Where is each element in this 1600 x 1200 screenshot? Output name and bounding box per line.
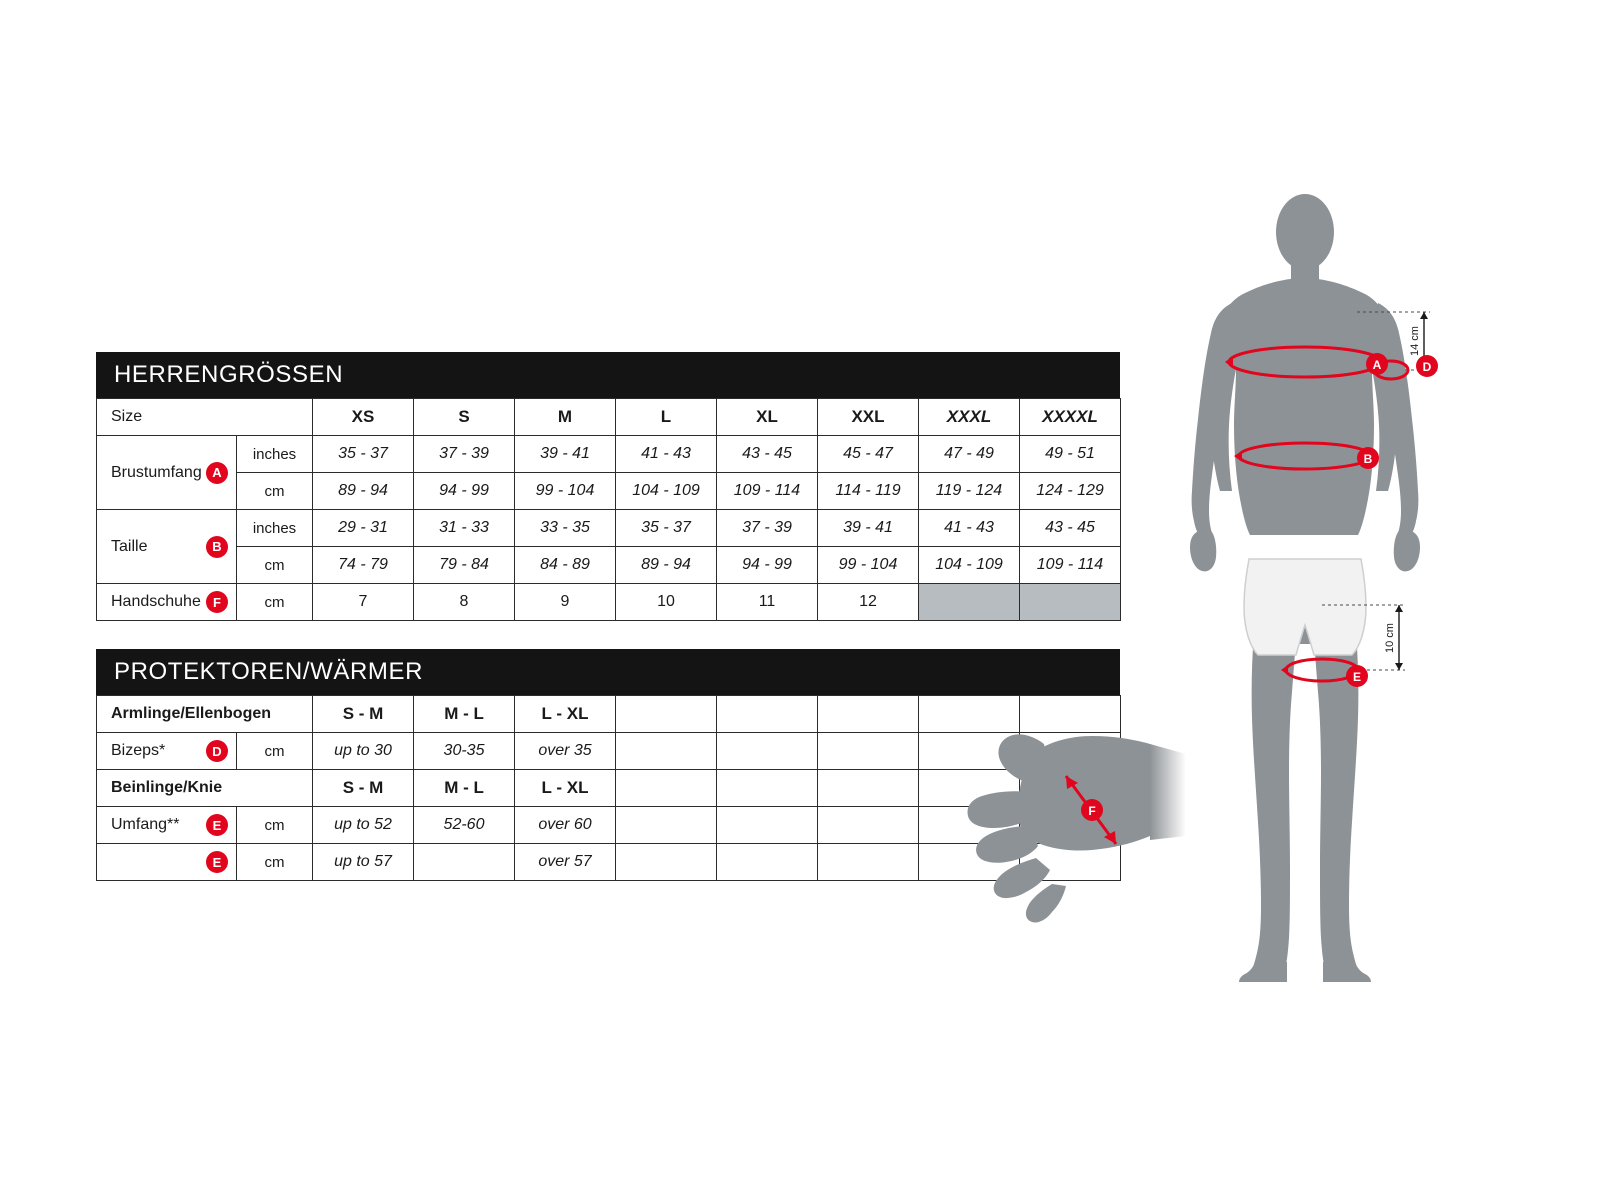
row-unit-inches: inches <box>237 436 313 473</box>
cell-biceps-empty-3 <box>818 733 919 770</box>
cell-arm-empty-2 <box>717 696 818 733</box>
row-unit-cm: cm <box>237 844 313 881</box>
col-header-size: Size <box>97 399 313 436</box>
figure-head <box>1276 194 1334 270</box>
row-unit-cm: cm <box>237 807 313 844</box>
cell-waist-in-m: 33 - 35 <box>515 510 616 547</box>
cell-waist-in-xs: 29 - 31 <box>313 510 414 547</box>
figure-left-hand <box>1190 531 1216 571</box>
protectors-title: PROTEKTOREN/WÄRMER <box>96 649 1120 695</box>
marker-a-badge: A <box>206 462 228 484</box>
col-header-l: L <box>616 399 717 436</box>
cell-chest-cm-xl: 109 - 114 <box>717 473 818 510</box>
row-unit-inches: inches <box>237 510 313 547</box>
cell-circ2-ml <box>414 844 515 881</box>
figure-right-foot <box>1323 962 1371 982</box>
cell-biceps-empty-2 <box>717 733 818 770</box>
cell-chest-in-xl: 43 - 45 <box>717 436 818 473</box>
col-header-xxxxl: XXXXL <box>1020 399 1121 436</box>
cell-waist-cm-xxl: 99 - 104 <box>818 547 919 584</box>
cell-waist-in-xl: 37 - 39 <box>717 510 818 547</box>
cell-arm-empty-1 <box>616 696 717 733</box>
cell-waist-cm-xl: 94 - 99 <box>717 547 818 584</box>
cell-waist-cm-l: 89 - 94 <box>616 547 717 584</box>
cell-chest-cm-l: 104 - 109 <box>616 473 717 510</box>
cell-waist-in-xxxxl: 43 - 45 <box>1020 510 1121 547</box>
row-label-circumference-text: Umfang** <box>111 816 180 833</box>
hand-thumb <box>998 734 1052 785</box>
figure-marker-d <box>1416 355 1438 377</box>
svg-text:F: F <box>1088 804 1096 818</box>
marker-e-badge: E <box>206 814 228 836</box>
cell-chest-in-l: 41 - 43 <box>616 436 717 473</box>
cell-chest-cm-s: 94 - 99 <box>414 473 515 510</box>
cell-circ2-lxl: over 57 <box>515 844 616 881</box>
cell-circ2-empty-3 <box>818 844 919 881</box>
cell-circ2-empty-2 <box>717 844 818 881</box>
cell-biceps-lxl: over 35 <box>515 733 616 770</box>
col-header-xl: XL <box>717 399 818 436</box>
cell-leg-ml: M - L <box>414 770 515 807</box>
cell-arm-ml: M - L <box>414 696 515 733</box>
cell-waist-cm-xxxxl: 109 - 114 <box>1020 547 1121 584</box>
row-label-gloves-text: Handschuhe <box>111 593 201 610</box>
figure-marker-e <box>1346 665 1368 687</box>
cell-circ-empty-1 <box>616 807 717 844</box>
row-label-biceps-text: Bizeps* <box>111 742 166 759</box>
marker-e-badge-2: E <box>206 851 228 873</box>
row-label-chest <box>97 436 237 510</box>
col-header-m: M <box>515 399 616 436</box>
figure-marker-a <box>1366 353 1388 375</box>
cell-chest-in-s: 37 - 39 <box>414 436 515 473</box>
col-header-xxxl: XXXL <box>919 399 1020 436</box>
cell-chest-in-xs: 35 - 37 <box>313 436 414 473</box>
thigh-dim-label: 10 cm <box>1384 623 1396 653</box>
cell-circ-sm: up to 52 <box>313 807 414 844</box>
hand-glove-figure <box>940 690 1240 950</box>
row-unit-cm: cm <box>237 584 313 621</box>
cell-waist-in-s: 31 - 33 <box>414 510 515 547</box>
cell-waist-cm-xs: 74 - 79 <box>313 547 414 584</box>
marker-d-badge: D <box>206 740 228 762</box>
cell-leg-lxl: L - XL <box>515 770 616 807</box>
mens-sizes-title: HERRENGRÖSSEN <box>96 352 1120 398</box>
cell-leg-sm: S - M <box>313 770 414 807</box>
measurement-figures <box>950 170 1570 1020</box>
cell-arm-sm: S - M <box>313 696 414 733</box>
row-label-waist <box>97 510 237 584</box>
cell-waist-cm-xxxl: 104 - 109 <box>919 547 1020 584</box>
svg-text:A: A <box>1372 358 1382 372</box>
cell-circ-empty-3 <box>818 807 919 844</box>
figure-marker-f <box>1081 799 1103 821</box>
cell-chest-in-m: 39 - 41 <box>515 436 616 473</box>
row-label-chest-text: Brustumfang <box>111 463 202 481</box>
row-unit-cm: cm <box>237 473 313 510</box>
hand-pinky-finger <box>1026 884 1066 923</box>
cell-arm-lxl: L - XL <box>515 696 616 733</box>
col-header-xs: XS <box>313 399 414 436</box>
marker-b-badge: B <box>206 536 228 558</box>
cell-chest-in-xxl: 45 - 47 <box>818 436 919 473</box>
row-unit-cm: cm <box>237 733 313 770</box>
figure-torso <box>1211 278 1396 535</box>
row-label-circumference <box>97 807 237 844</box>
cell-circ2-sm: up to 57 <box>313 844 414 881</box>
cell-chest-cm-xxl: 114 - 119 <box>818 473 919 510</box>
cell-circ-ml: 52-60 <box>414 807 515 844</box>
hand-cuff <box>1150 744 1186 840</box>
cell-chest-cm-m: 99 - 104 <box>515 473 616 510</box>
cell-leg-empty-1 <box>616 770 717 807</box>
cell-chest-in-xxxl: 47 - 49 <box>919 436 1020 473</box>
cell-waist-cm-s: 79 - 84 <box>414 547 515 584</box>
col-header-xxl: XXL <box>818 399 919 436</box>
cell-glove-xxl: 12 <box>818 584 919 621</box>
cell-circ-lxl: over 60 <box>515 807 616 844</box>
row-unit-cm: cm <box>237 547 313 584</box>
cell-glove-s: 8 <box>414 584 515 621</box>
cell-chest-cm-xs: 89 - 94 <box>313 473 414 510</box>
shoulder-dim-label: 14 cm <box>1409 326 1421 356</box>
cell-glove-xl: 11 <box>717 584 818 621</box>
hand-middle-finger <box>976 826 1038 863</box>
cell-circ-empty-2 <box>717 807 818 844</box>
cell-waist-cm-m: 84 - 89 <box>515 547 616 584</box>
svg-text:E: E <box>1352 670 1362 684</box>
cell-leg-empty-3 <box>818 770 919 807</box>
cell-circ2-empty-1 <box>616 844 717 881</box>
cell-arm-empty-3 <box>818 696 919 733</box>
cell-glove-xs: 7 <box>313 584 414 621</box>
row-label-armwarmers: Armlinge/Ellenbogen <box>97 696 313 733</box>
figure-marker-b <box>1357 447 1379 469</box>
cell-biceps-ml: 30-35 <box>414 733 515 770</box>
figure-left-foot <box>1239 962 1287 982</box>
svg-text:D: D <box>1422 360 1432 374</box>
cell-chest-in-xxxxl: 49 - 51 <box>1020 436 1121 473</box>
cell-glove-l: 10 <box>616 584 717 621</box>
cell-leg-empty-2 <box>717 770 818 807</box>
cell-biceps-empty-1 <box>616 733 717 770</box>
row-label-biceps <box>97 733 237 770</box>
col-header-s: S <box>414 399 515 436</box>
cell-waist-in-xxl: 39 - 41 <box>818 510 919 547</box>
hand-index-finger <box>968 791 1030 828</box>
cell-chest-cm-xxxxl: 124 - 129 <box>1020 473 1121 510</box>
cell-glove-m: 9 <box>515 584 616 621</box>
row-label-gloves <box>97 584 237 621</box>
figure-right-hand <box>1394 531 1420 571</box>
cell-waist-in-l: 35 - 37 <box>616 510 717 547</box>
svg-text:B: B <box>1363 452 1373 466</box>
row-label-waist-text: Taille <box>111 537 148 555</box>
cell-chest-cm-xxxl: 119 - 124 <box>919 473 1020 510</box>
row-label-legwarmers: Beinlinge/Knie <box>97 770 313 807</box>
row-label-circumference-2 <box>97 844 237 881</box>
cell-biceps-sm: up to 30 <box>313 733 414 770</box>
cell-waist-in-xxxl: 41 - 43 <box>919 510 1020 547</box>
marker-f-badge: F <box>206 591 228 613</box>
